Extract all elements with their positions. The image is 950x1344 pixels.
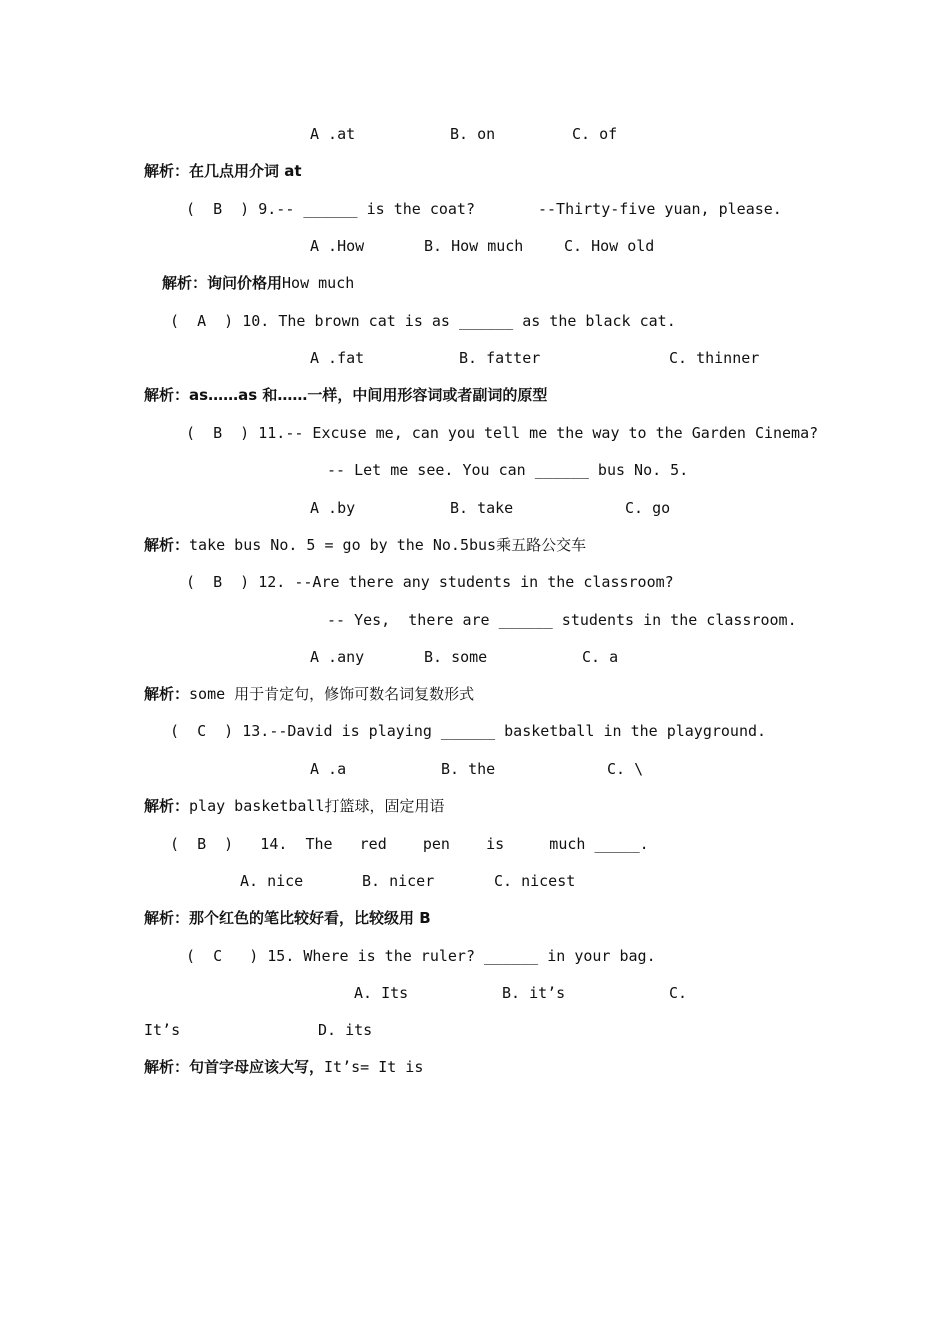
q10-question: ( A ) 10. The brown cat is as ______ as the black cat. bbox=[170, 312, 676, 330]
analysis-text-cn: 用于肯定句，修饰可数名词复数形式 bbox=[234, 685, 475, 703]
q11-question: ( B ) 11.-- Excuse me, can you tell me the way to the Garden Cinema? bbox=[186, 424, 819, 442]
q15-option-b: B. it’s bbox=[502, 984, 566, 1002]
analysis-text: as……as 和……一样，中间用形容词或者副词的原型 bbox=[189, 386, 548, 404]
q11-option-a: A .by bbox=[310, 499, 356, 517]
q12-question: ( B ) 12. --Are there any students in the classroom? bbox=[186, 573, 674, 591]
q13-question: ( C ) 13.--David is playing ______ basketball in the playground. bbox=[170, 722, 767, 740]
q11-analysis bbox=[144, 535, 586, 555]
q11-option-b: B. take bbox=[450, 499, 514, 517]
q15-option-d: D. its bbox=[318, 1021, 373, 1039]
analysis-text-en: It’s= It is bbox=[324, 1058, 424, 1076]
analysis-label: 解析： bbox=[144, 386, 190, 404]
analysis-label: 解析： bbox=[144, 909, 190, 927]
q12-option-b: B. some bbox=[424, 648, 488, 666]
analysis-label: 解析： bbox=[144, 536, 190, 554]
q9-option-b: B. How much bbox=[424, 237, 524, 255]
q12-option-c: C. a bbox=[582, 648, 619, 666]
q14-question: ( B ) 14. The red pen is much _____. bbox=[170, 835, 649, 853]
q11-option-c: C. go bbox=[625, 499, 671, 517]
analysis-text: 那个红色的笔比较好看，比较级用 B bbox=[189, 909, 431, 927]
q15-question: ( C ) 15. Where is the ruler? ______ in your bag. bbox=[186, 947, 656, 965]
q10-option-c: C. thinner bbox=[669, 349, 760, 367]
q15-option-a: A. Its bbox=[354, 984, 409, 1002]
analysis-text-cn: 句首字母应该大写， bbox=[189, 1058, 325, 1076]
q13-analysis bbox=[144, 796, 445, 816]
analysis-text-en: some bbox=[189, 685, 235, 703]
q8-option-a: A .at bbox=[310, 125, 356, 143]
q8-analysis bbox=[144, 161, 302, 181]
analysis-text-cn: 询问价格用 bbox=[207, 274, 283, 292]
q14-option-c: C. nicest bbox=[494, 872, 576, 890]
q14-option-b: B. nicer bbox=[362, 872, 435, 890]
q14-option-a: A. nice bbox=[240, 872, 304, 890]
analysis-label: 解析： bbox=[144, 797, 190, 815]
q12-option-a: A .any bbox=[310, 648, 365, 666]
q8-option-b: B. on bbox=[450, 125, 496, 143]
analysis-label: 解析： bbox=[144, 162, 190, 180]
q9-option-a: A .How bbox=[310, 237, 365, 255]
q14-analysis bbox=[144, 908, 431, 928]
q8-option-c: C. of bbox=[572, 125, 618, 143]
q12-reply: -- Yes, there are ______ students in the classroom. bbox=[327, 611, 797, 629]
q9-analysis bbox=[162, 273, 354, 293]
q10-option-b: B. fatter bbox=[459, 349, 541, 367]
q15-option-c: C. bbox=[669, 984, 688, 1002]
q9-option-c: C. How old bbox=[564, 237, 655, 255]
q9-reply: --Thirty-five yuan, please. bbox=[538, 200, 782, 218]
q10-option-a: A .fat bbox=[310, 349, 365, 367]
q9-question: ( B ) 9.-- ______ is the coat? bbox=[186, 200, 475, 218]
q10-analysis bbox=[144, 385, 547, 405]
analysis-text-cn: 乘五路公交车 bbox=[496, 536, 587, 554]
analysis-text: 在几点用介词 at bbox=[189, 162, 302, 180]
q13-option-c: C. \ bbox=[607, 760, 644, 778]
q13-option-a: A .a bbox=[310, 760, 347, 778]
q13-option-b: B. the bbox=[441, 760, 496, 778]
q11-reply: -- Let me see. You can ______ bus No. 5. bbox=[327, 461, 689, 479]
analysis-text-en: How much bbox=[282, 274, 355, 292]
analysis-label: 解析： bbox=[144, 685, 190, 703]
analysis-label: 解析： bbox=[144, 1058, 190, 1076]
analysis-text-en: take bus No. 5 = go by the No.5bus bbox=[189, 536, 497, 554]
analysis-text-cn: 打篮球，固定用语 bbox=[324, 797, 445, 815]
analysis-text-en: play basketball bbox=[189, 797, 325, 815]
analysis-label: 解析： bbox=[162, 274, 208, 292]
q12-analysis bbox=[144, 684, 474, 704]
q15-option-c-continued: It’s bbox=[144, 1021, 181, 1039]
q15-analysis bbox=[144, 1057, 423, 1077]
